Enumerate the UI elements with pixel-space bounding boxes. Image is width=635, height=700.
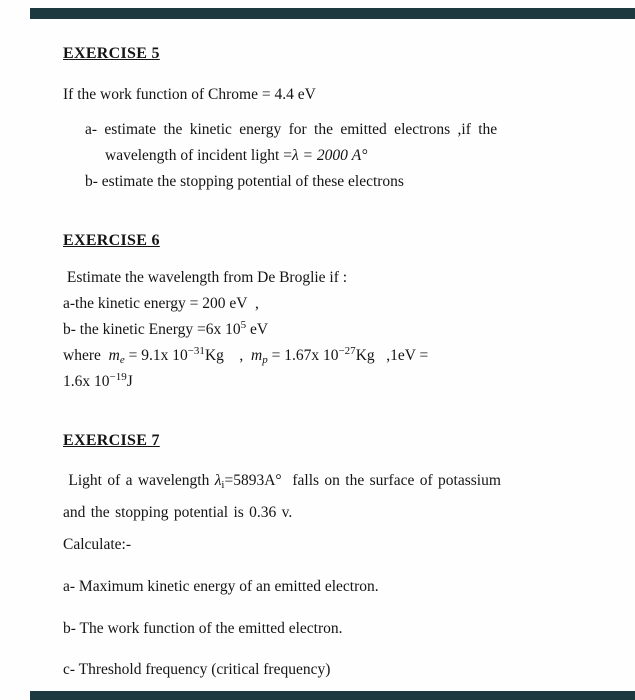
exponent-minus31: −31 — [187, 345, 205, 357]
bottom-border-bar — [30, 691, 635, 700]
ex5-item-a-line1: a- estimate the kinetic energy for the emitted electrons ,if the — [85, 121, 498, 138]
proton-mass-unit-ev: Kg ,1eV = — [355, 347, 429, 364]
exponent-5: 5 — [240, 319, 247, 331]
ex6-masses-line — [63, 343, 579, 369]
ex6-item-b-unit: eV — [246, 321, 269, 338]
exponent-minus27: −27 — [338, 345, 356, 357]
ex7-wavelength-value: =5893A° falls on the surface of potassium — [224, 472, 501, 489]
ex6-intro: Estimate the wavelength from De Broglie if : — [63, 269, 348, 286]
ex7-item-c: c- Threshold frequency (critical frequency) — [63, 661, 331, 678]
exercise-6-title: EXERCISE 6 — [63, 232, 160, 249]
ex6-item-b-text: b- the kinetic Energy =6x 10 — [63, 321, 241, 338]
document-content — [63, 44, 579, 680]
ex7-intro-line2: and the stopping potential is 0.36 v. — [63, 504, 293, 521]
ex5-intro: If the work function of Chrome = 4.4 eV — [63, 86, 316, 103]
ex7-item-a: a- Maximum kinetic energy of an emitted electron. — [63, 578, 379, 595]
ex6-item-a: a-the kinetic energy = 200 eV , — [63, 295, 259, 312]
exercise-5-section — [63, 44, 579, 195]
exercise-7-section — [63, 431, 579, 680]
ex5-item-a-line2-text: wavelength of incident light = — [105, 147, 292, 164]
ev-unit: J — [126, 373, 133, 390]
electron-mass-unit: Kg , — [204, 347, 252, 364]
ex5-item-b: b- estimate the stopping potential of these electrons — [85, 173, 404, 190]
proton-mass-symbol: m — [251, 347, 263, 364]
wavelength-equation: λ = 2000 A° — [291, 147, 368, 164]
ex5-item-a-line2 — [105, 143, 579, 169]
electron-mass-subscript: e — [119, 354, 125, 366]
lambda-subscript: i — [221, 479, 225, 491]
ex7-calculate-label: Calculate:- — [63, 536, 131, 553]
ex7-item-b: b- The work function of the emitted electron. — [63, 620, 343, 637]
proton-mass-subscript: p — [262, 354, 268, 366]
ex7-intro-text: Light of a wavelength — [63, 472, 215, 489]
electron-mass-value: = 9.1x 10 — [124, 347, 188, 364]
exercise-6-section — [63, 231, 579, 395]
lambda-symbol: λ — [214, 472, 222, 489]
where-text: where — [63, 347, 109, 364]
electron-mass-symbol: m — [108, 347, 120, 364]
ex7-intro-line1 — [63, 465, 579, 497]
ev-value: 1.6x 10 — [63, 373, 110, 390]
proton-mass-value: = 1.67x 10 — [267, 347, 339, 364]
exponent-minus19: −19 — [109, 371, 127, 383]
exercise-5-title: EXERCISE 5 — [63, 45, 160, 62]
exercise-7-title: EXERCISE 7 — [63, 432, 160, 449]
top-border-bar — [30, 8, 635, 19]
ex6-ev-value-line — [63, 369, 579, 395]
ex6-item-b — [63, 317, 579, 343]
